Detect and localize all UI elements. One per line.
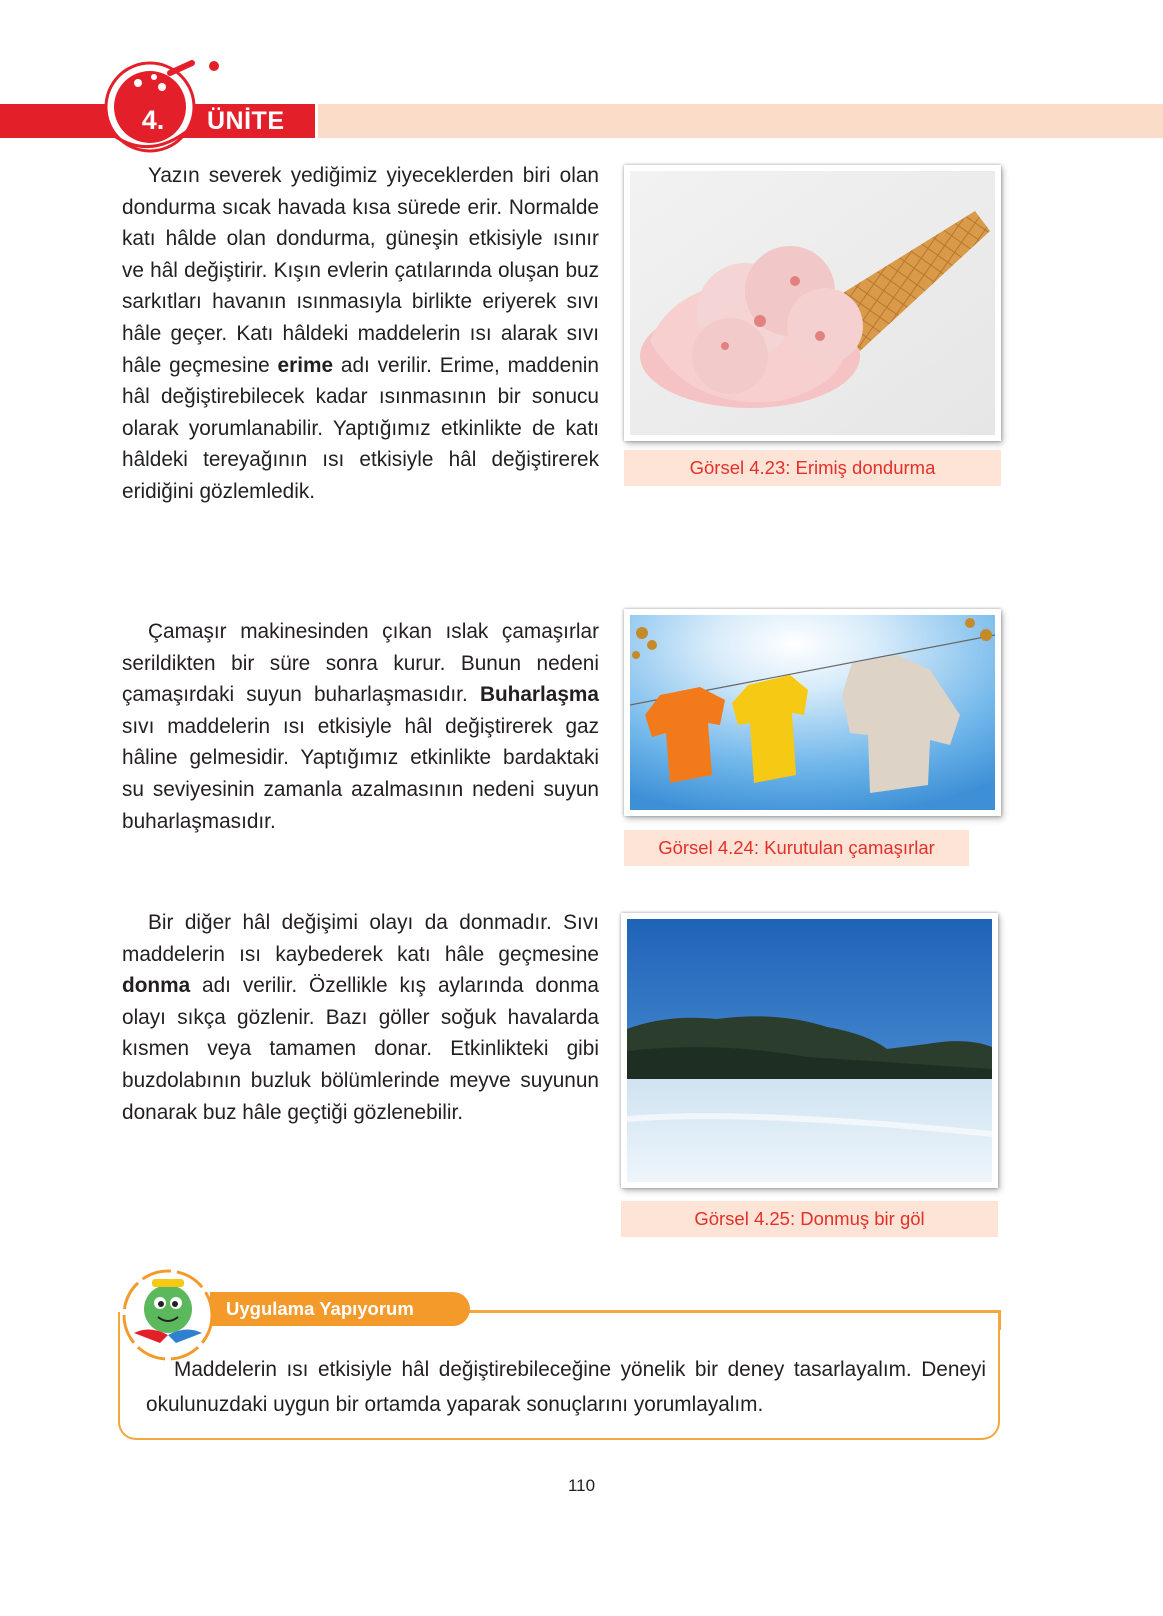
paragraph-melting: Yazın severek yediğimiz yiyeceklerden biri olan dondurma sıcak havada kısa sürede erir. Normalde katı hâlde olan dondurma, güneşin etkisiyle ısınır ve hâl değiştirir. Kışın evlerin çatılarında oluşan buz sarkıtları havanın ısınmasıyla birlikte eriyerek sıvı hâle geçer. Katı hâldeki maddelerin ısı alarak sıvı hâle geçmesine erime adı verilir. Erime, maddenin hâl değiştirebilecek kadar ısınmasının bir sonucu olarak yorumlanabilir. Yaptığımız etkinlikte de katı hâldeki tereyağının ısı etkisiyle hâl değiştirerek eridiğini gözlemledik.	[122, 164, 599, 503]
figure-frozen-lake	[621, 913, 998, 1188]
caption-figure-4-25: Görsel 4.25: Donmuş bir göl	[621, 1201, 998, 1237]
figure-melted-ice-cream	[624, 165, 1001, 441]
frozen-lake-image	[627, 919, 992, 1182]
paragraph-evaporation: Çamaşır makinesinden çıkan ıslak çamaşırlar serildikten bir süre sonra kurur. Bunun nedeni çamaşırdaki suyun buharlaşmasıdır. Buharlaşma sıvı maddelerin ısı etkisiyle hâl değiştirerek gaz hâline gelmesidir. Yaptığımız etkinlikte bardaktaki su seviyesinin zamanla azalmasının nedeni suyun buharlaşmasıdır.	[122, 620, 599, 833]
activity-right-rule	[998, 1310, 1001, 1330]
page-number: 110	[567, 1476, 596, 1495]
caption-figure-4-23: Görsel 4.23: Erimiş dondurma	[624, 450, 1001, 486]
term-erime: erime	[277, 353, 334, 377]
ice-cream-image	[630, 171, 995, 435]
term-donma: donma	[122, 974, 191, 998]
activity-top-rule	[460, 1310, 1000, 1313]
activity-title: Uygulama Yapıyorum	[210, 1292, 470, 1326]
caption-figure-4-24: Görsel 4.24: Kurutulan çamaşırlar	[624, 830, 969, 866]
laundry-image	[630, 615, 995, 810]
activity-text: Maddelerin ısı etkisiyle hâl değiştirebileceğine yönelik bir deney tasarlayalım. Deneyi okulunuzdaki uygun bir ortamda yaparak sonuçlarını yorumlayalım.	[146, 1358, 986, 1416]
unit-header-band	[318, 104, 1163, 138]
paragraph-freezing: Bir diğer hâl değişimi olayı da donmadır. Sıvı maddelerin ısı kaybederek katı hâle geçmesine donma adı verilir. Özellikle kış aylarında donma olayı sıkça gözlenir. Bazı göller soğuk havalarda kısmen veya tamamen donar. Etkinlikteki gibi buzdolabının buzluk bölümlerinde meyve suyunun donarak buz hâle geçtiği gözlenebilir.	[122, 911, 599, 1124]
figure-laundry	[624, 609, 1001, 816]
unit-label: ÜNİTE	[207, 107, 285, 135]
unit-number: 4.	[141, 105, 165, 135]
term-buharlasma: Buharlaşma	[479, 683, 599, 707]
globe-mascot-icon	[120, 1263, 220, 1363]
